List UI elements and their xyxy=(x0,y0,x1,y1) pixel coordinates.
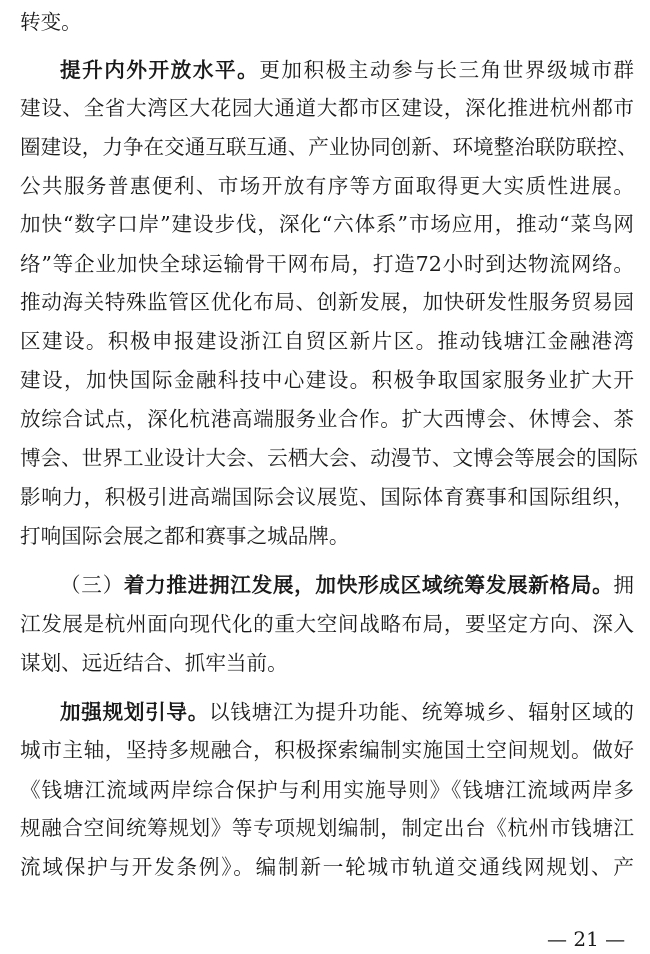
section-heading: 着力推进拥江发展，加快形成区域统筹发展新格局。 xyxy=(123,573,614,597)
text-line: 加强规划引导。以钱塘江为提升功能、统筹城乡、辐射区域的 xyxy=(60,700,635,724)
text-line: 江发展是杭州面向现代化的重大空间战略布局，要坚定方向、深入 xyxy=(20,612,634,636)
section-heading: 提升内外开放水平。 xyxy=(60,58,260,82)
text-line: 《钱塘江流域两岸综合保护与利用实施导则》《钱塘江流域两岸多 xyxy=(20,778,634,802)
text-line: 谋划、远近结合、抓牢当前。 xyxy=(20,651,288,675)
section-number: （三） xyxy=(60,573,124,597)
text-line: 推动海关特殊监管区优化布局、创新发展，加快研发性服务贸易园 xyxy=(20,290,634,314)
text-line: 放综合试点，深化杭港高端服务业合作。扩大西博会、休博会、茶 xyxy=(20,407,634,431)
section-heading: 加强规划引导。 xyxy=(60,700,209,724)
text-line: 博会、世界工业设计大会、云栖大会、动漫节、文博会等展会的国际 xyxy=(20,446,638,470)
text-line: 流域保护与开发条例》。编制新一轮城市轨道交通线网规划、产 xyxy=(20,855,634,879)
text-line: 规融合空间统筹规划》等专项规划编制，制定出台《杭州市钱塘江 xyxy=(20,816,634,840)
text-line: 建设，加快国际金融科技中心建设。积极争取国家服务业扩大开 xyxy=(20,368,634,392)
text-line: 打响国际会展之都和赛事之城品牌。 xyxy=(20,524,350,548)
text-line: 建设、全省大湾区大花园大通道大都市区建设，深化推进杭州都市 xyxy=(20,96,634,120)
text-line: 络”等企业加快全球运输骨干网布局，打造72小时到达物流网络。 xyxy=(20,252,634,276)
page-number: — 21 — xyxy=(547,927,626,951)
text-line: 区建设。积极申报建设浙江自贸区新片区。推动钱塘江金融港湾 xyxy=(20,329,634,353)
text-line: 城市主轴，坚持多规融合，积极探索编制实施国土空间规划。做好 xyxy=(20,738,634,762)
text-line: （三）着力推进拥江发展，加快形成区域统筹发展新格局。拥 xyxy=(60,573,635,597)
text-line: 加快“数字口岸”建设步伐，深化“六体系”市场应用，推动“菜鸟网 xyxy=(20,212,634,236)
text-line: 公共服务普惠便利、市场开放有序等方面取得更大实质性进展。 xyxy=(20,174,634,198)
text-line: 转变。 xyxy=(20,10,82,34)
text-line: 提升内外开放水平。更加积极主动参与长三角世界级城市群 xyxy=(60,58,635,82)
text-line: 圈建设，力争在交通互联互通、产业协同创新、环境整治联防联控、 xyxy=(20,135,638,159)
text-line: 影响力，积极引进高端国际会议展览、国际体育赛事和国际组织， xyxy=(20,485,634,509)
